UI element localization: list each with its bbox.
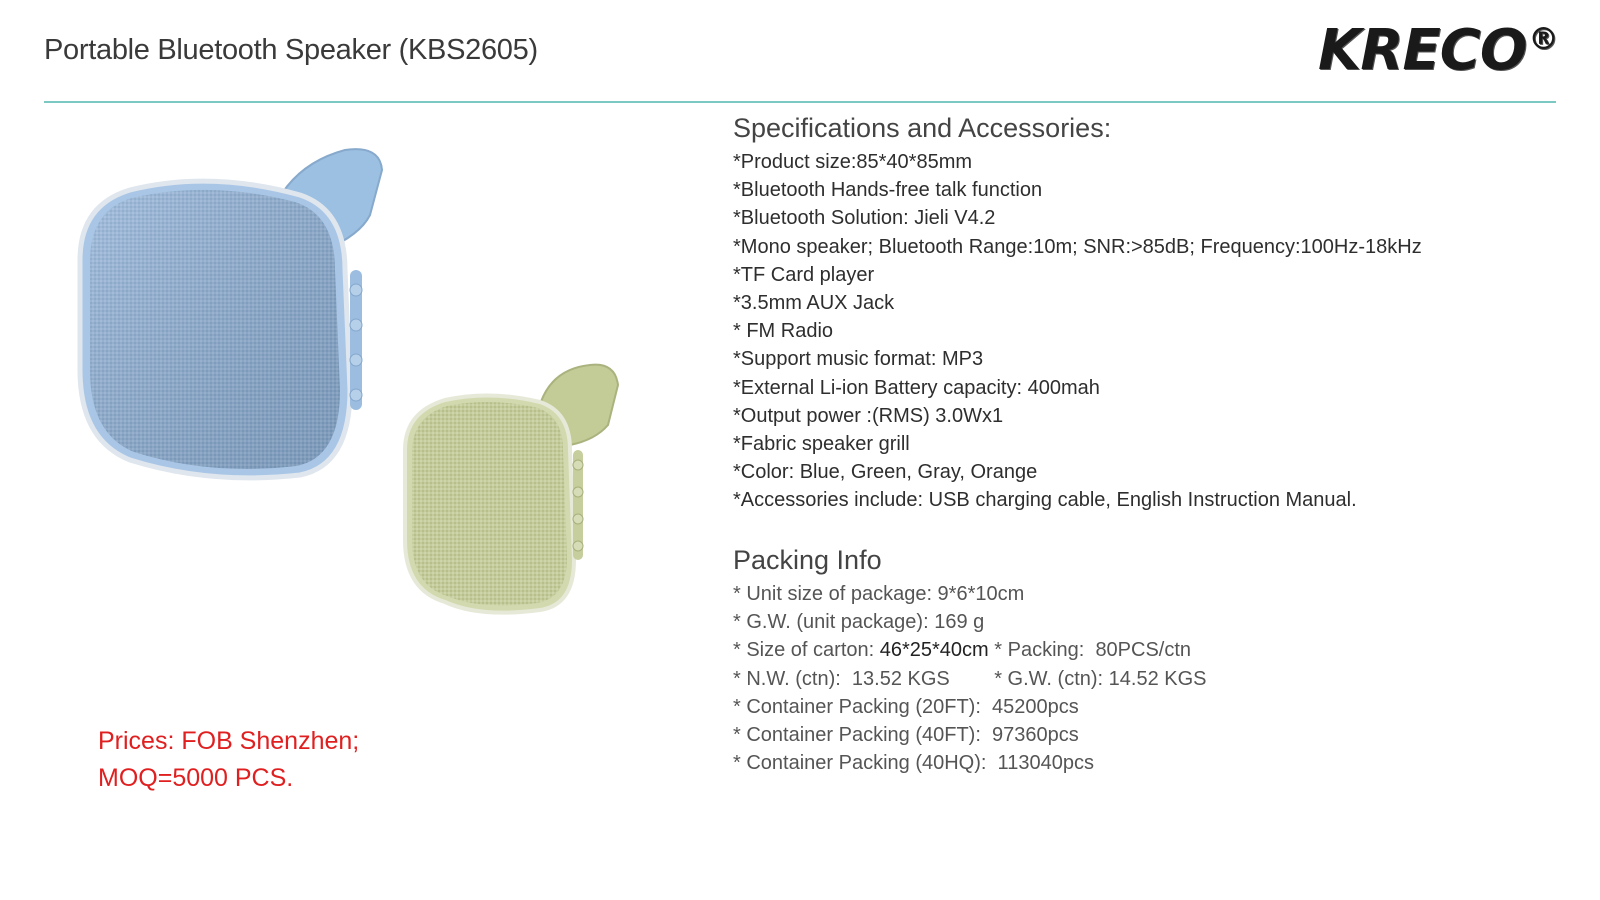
spec-item: *Bluetooth Solution: Jieli V4.2: [733, 207, 996, 230]
page-title: Portable Bluetooth Speaker (KBS2605): [44, 34, 538, 66]
spec-item: *Support music format: MP3: [733, 348, 984, 371]
green-speaker-buttons: [573, 450, 583, 560]
spec-item: *Mono speaker; Bluetooth Range:10m; SNR:>85dB; Frequency:100Hz-18kHz: [733, 235, 1422, 258]
spec-list: [733, 148, 1553, 515]
speaker-product-photo: [60, 140, 680, 660]
packing-container-20ft: * Container Packing (20FT): 45200pcs: [733, 695, 1079, 718]
packing-container-40hq: * Container Packing (40HQ): 113040pcs: [733, 752, 1094, 775]
logo-text: KRECO: [1318, 18, 1527, 83]
registered-mark: ®: [1528, 22, 1558, 57]
header-divider: [44, 101, 1556, 103]
packing-carton: [733, 636, 1553, 664]
price-note: [98, 723, 359, 797]
spec-item: *Bluetooth Hands-free talk function: [733, 179, 1043, 202]
specifications-heading: Specifications and Accessories:: [733, 113, 1112, 143]
spec-item: *Color: Blue, Green, Gray, Orange: [733, 461, 1038, 484]
spec-item: * FM Radio: [733, 320, 834, 343]
green-speaker: [405, 365, 618, 613]
nw-ctn: * N.W. (ctn): 13.52 KGS: [733, 667, 950, 690]
blue-speaker: [80, 149, 382, 478]
gw-ctn: * G.W. (ctn): 14.52 KGS: [994, 667, 1207, 690]
packing-weights: [733, 665, 1553, 693]
spec-item: *TF Card player: [733, 263, 875, 286]
spec-item: *Output power :(RMS) 3.0Wx1: [733, 404, 1004, 427]
green-speaker-grill: [412, 402, 567, 605]
packing-info-section: [733, 545, 1553, 777]
specifications-section: [733, 113, 1553, 515]
brand-logo: [1318, 18, 1557, 83]
price-line-moq: MOQ=5000 PCS.: [98, 764, 294, 792]
carton-value: 46*25*40cm: [879, 639, 989, 662]
packing-unit-size: * Unit size of package: 9*6*10cm: [733, 583, 1025, 605]
spec-item: *Product size:85*40*85mm: [733, 151, 973, 173]
packing-container-40ft: * Container Packing (40FT): 97360pcs: [733, 724, 1079, 747]
blue-speaker-buttons: [350, 270, 362, 410]
spec-item: *External Li-ion Battery capacity: 400mah: [733, 376, 1100, 399]
packing-heading: Packing Info: [733, 545, 882, 575]
carton-label: * Size of carton:: [733, 639, 880, 662]
spec-item: *3.5mm AUX Jack: [733, 292, 895, 315]
carton-packing: * Packing: 80PCS/ctn: [988, 639, 1192, 662]
spec-item: *Fabric speaker grill: [733, 433, 910, 456]
spec-item: *Accessories include: USB charging cable, English Instruction Manual.: [733, 489, 1357, 512]
price-line-fob: Prices: FOB Shenzhen;: [98, 727, 360, 755]
packing-gw-unit: * G.W. (unit package): 169 g: [733, 611, 985, 634]
